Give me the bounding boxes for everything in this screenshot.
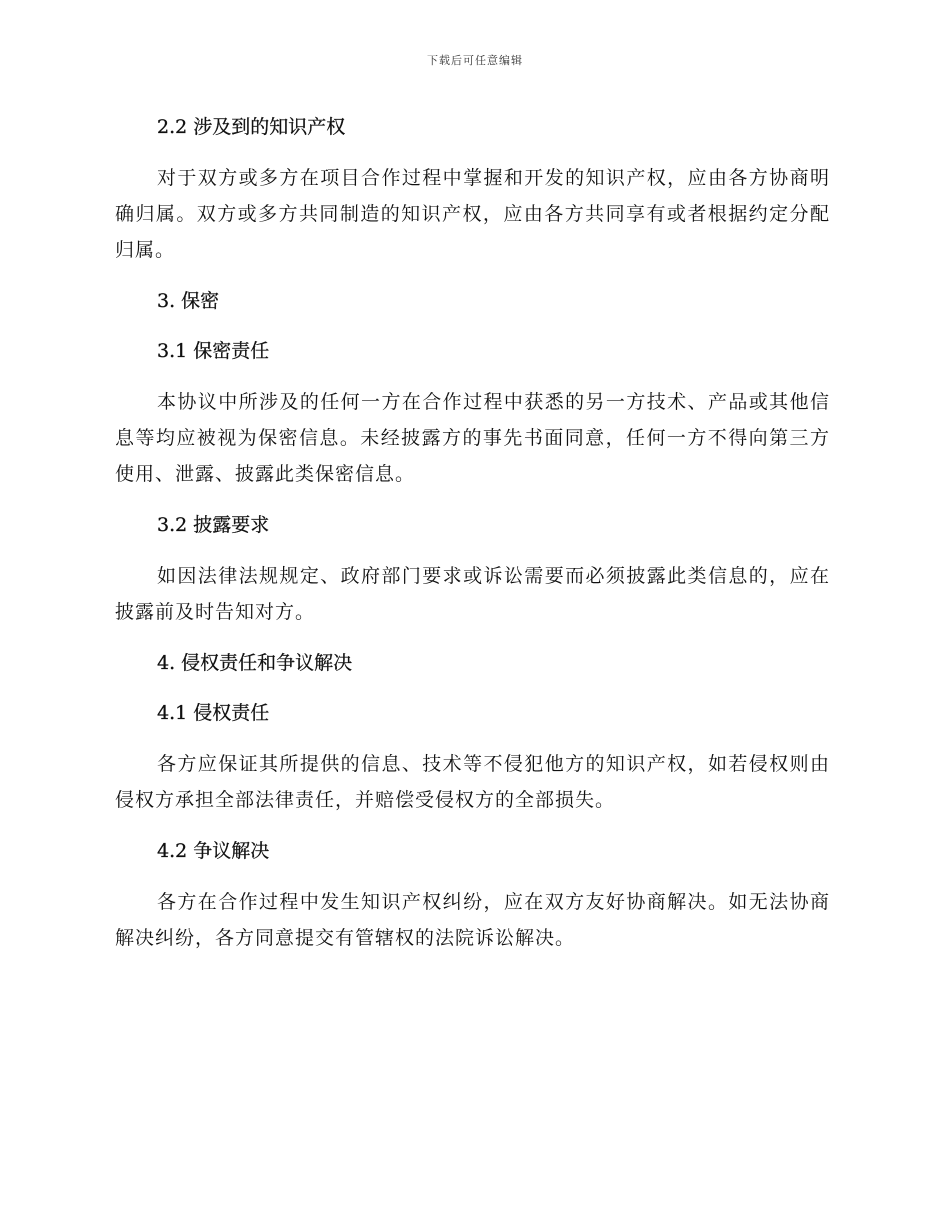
- section-heading-4-1: 4.1 侵权责任: [157, 702, 270, 724]
- section-paragraph-3-2: 如因法律法规规定、政府部门要求或诉讼需要而必须披露此类信息的，应在披露前及时告知对方。: [115, 565, 830, 623]
- section-paragraph-3-1: 本协议中所涉及的任何一方在合作过程中获悉的另一方技术、产品或其他信息等均应被视为保密信息。未经披露方的事先书面同意，任何一方不得向第三方使用、泄露、披露此类保密信息。: [115, 391, 830, 485]
- section-paragraph-2-2: 对于双方或多方在项目合作过程中掌握和开发的知识产权，应由各方协商明确归属。双方或多方共同制造的知识产权，应由各方共同享有或者根据约定分配归属。: [115, 167, 830, 261]
- section-heading-3: 3. 保密: [157, 290, 220, 312]
- section-heading-4: 4. 侵权责任和争议解决: [157, 652, 353, 674]
- page-header: 下载后可任意编辑: [427, 54, 523, 67]
- section-paragraph-4-1: 各方应保证其所提供的信息、技术等不侵犯他方的知识产权，如若侵权则由侵权方承担全部法律责任，并赔偿受侵权方的全部损失。: [115, 753, 830, 811]
- document-body: [115, 110, 830, 956]
- section-heading-4-2: 4.2 争议解决: [157, 840, 270, 862]
- section-heading-2-2: 2.2 涉及到的知识产权: [157, 116, 346, 138]
- section-paragraph-4-2: 各方在合作过程中发生知识产权纠纷，应在双方友好协商解决。如无法协商解决纠纷，各方同意提交有管辖权的法院诉讼解决。: [115, 891, 830, 949]
- section-heading-3-1: 3.1 保密责任: [157, 340, 270, 362]
- section-heading-3-2: 3.2 披露要求: [157, 514, 270, 536]
